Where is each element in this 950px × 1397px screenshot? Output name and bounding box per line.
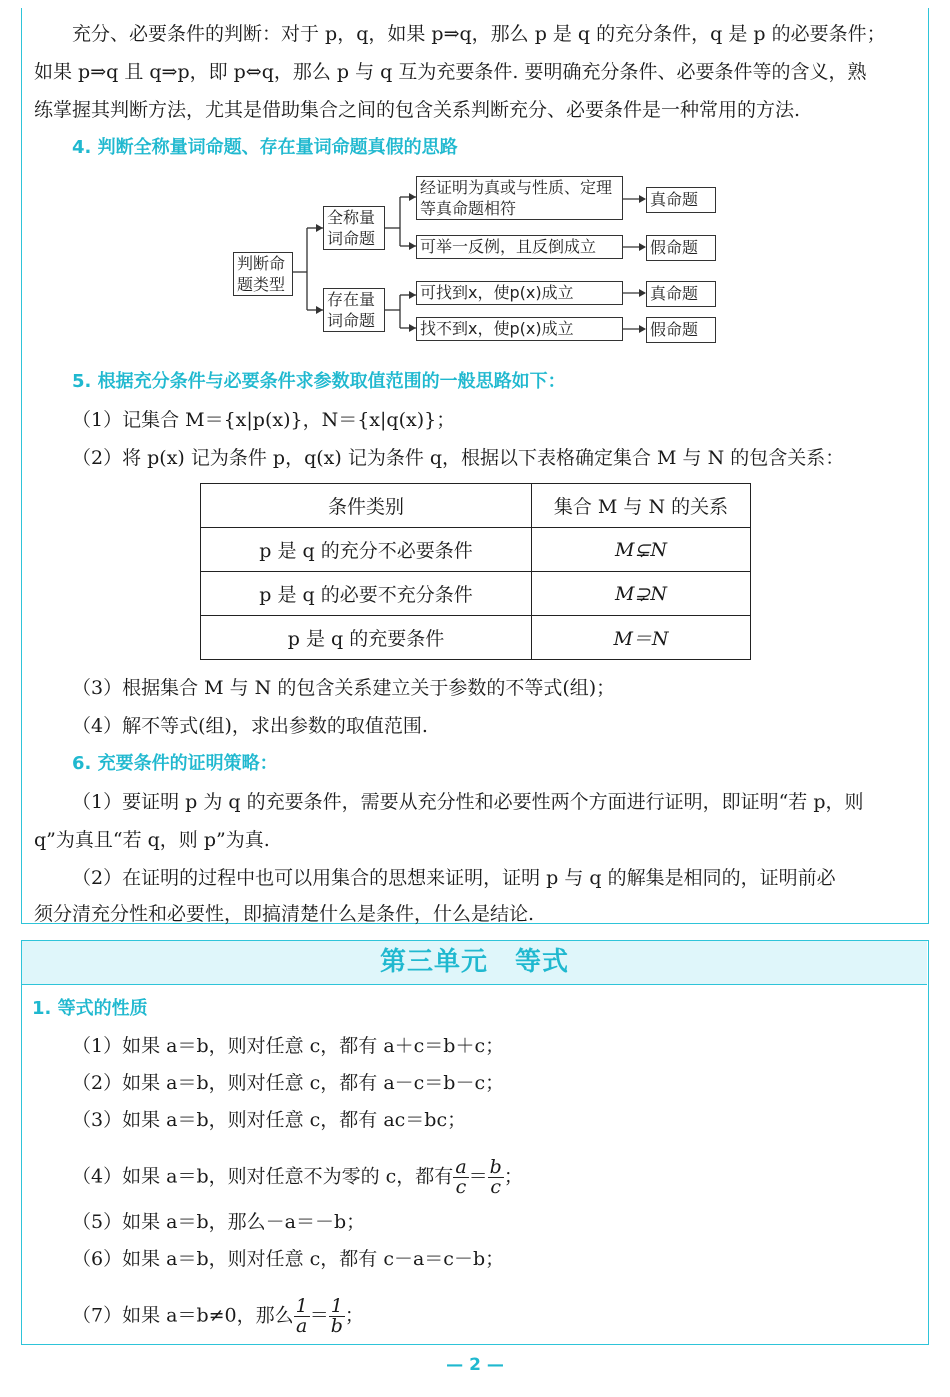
s6-heading: 6. 充要条件的证明策略： <box>72 753 278 774</box>
table-cell: M⊊N <box>532 528 751 572</box>
semicolon: ； <box>503 1165 523 1188</box>
fraction-b-over-c <box>488 1158 504 1197</box>
flow-result-true-2: 真命题 <box>646 281 716 307</box>
flow-universal-box: 全称量词命题 <box>323 206 385 250</box>
table-cell: p 是 q 的必要不充分条件 <box>201 572 532 616</box>
s3-line-1: 充分、必要条件的判断：对于 p，q，如果 p⇒q，那么 p 是 q 的充分条件，q 是 p 的必要条件； <box>72 23 886 45</box>
flow-existential-cond-false: 找不到x，使p(x)成立 <box>416 317 623 341</box>
equality-item-7 <box>72 1297 364 1336</box>
frac-denominator: c <box>490 1176 502 1198</box>
table-header-row <box>201 484 751 528</box>
flow-existential-cond-true: 可找到x，使p(x)成立 <box>416 281 623 305</box>
table-header-cell: 条件类别 <box>201 484 532 528</box>
s5-step-3: （3）根据集合 M 与 N 的包含关系建立关于参数的不等式(组)； <box>72 677 616 699</box>
equality-item-3: （3）如果 a＝b，则对任意 c，都有 ac＝bc； <box>72 1109 467 1131</box>
fraction-1-over-a <box>294 1297 310 1336</box>
table-cell: p 是 q 的充要条件 <box>201 616 532 660</box>
equals-sign: ＝ <box>468 1165 488 1188</box>
s3-line-2: 如果 p⇒q 且 q⇒p，即 p⇔q，那么 p 与 q 互为充要条件. 要明确充分条件、必要条件等的含义，熟 <box>34 61 867 83</box>
frac-numerator: a <box>455 1156 467 1178</box>
page-number: — 2 — <box>446 1355 504 1375</box>
flow-root-box: 判断命题类型 <box>233 252 293 296</box>
table-row <box>201 572 751 616</box>
fraction-a-over-c <box>453 1158 468 1197</box>
s3-line-3: 练掌握其判断方法，尤其是借助集合之间的包含关系判断充分、必要条件是一种常用的方法. <box>34 99 801 121</box>
equality-item-4 <box>72 1158 523 1197</box>
table-cell: p 是 q 的充分不必要条件 <box>201 528 532 572</box>
table-header-cell: 集合 M 与 N 的关系 <box>532 484 751 528</box>
equality-item-6: （6）如果 a＝b，则对任意 c，都有 c－a＝c－b； <box>72 1248 505 1270</box>
s5-step-2: （2）将 p(x) 记为条件 p，q(x) 记为条件 q，根据以下表格确定集合 M 与 N 的包含关系： <box>72 447 845 469</box>
condition-table <box>200 483 751 660</box>
s6-p2-line-2: 须分清充分性和必要性，即搞清楚什么是条件，什么是结论. <box>34 903 535 925</box>
frac-denominator: a <box>296 1315 308 1337</box>
item-7-text: （7）如果 a＝b≠0，那么 <box>72 1304 294 1327</box>
flow-result-false-1: 假命题 <box>646 235 716 261</box>
s4-heading: 4. 判断全称量词命题、存在量词命题真假的思路 <box>72 137 458 158</box>
s5-step-1: （1）记集合 M＝{x|p(x)}，N＝{x|q(x)}； <box>72 409 456 431</box>
frac-numerator: 1 <box>329 1297 345 1317</box>
section-box-unit3 <box>21 940 929 1345</box>
s6-p2-line-1: （2）在证明的过程中也可以用集合的思想来证明，证明 p 与 q 的解集是相同的，证明前必 <box>72 867 836 889</box>
unit3-sub-heading: 1. 等式的性质 <box>32 998 148 1019</box>
table-cell: M＝N <box>532 616 751 660</box>
table-row <box>201 616 751 660</box>
fraction-1-over-b <box>329 1297 345 1336</box>
frac-denominator: c <box>455 1176 467 1198</box>
item-4-text: （4）如果 a＝b，则对任意不为零的 c，都有 <box>72 1165 454 1188</box>
s5-heading: 5. 根据充分条件与必要条件求参数取值范围的一般思路如下： <box>72 371 566 392</box>
flow-result-true-1: 真命题 <box>646 187 716 213</box>
s6-p1-line-2: q”为真且“若 q，则 p”为真. <box>34 829 270 851</box>
semicolon: ； <box>344 1304 364 1327</box>
equals-sign: ＝ <box>309 1304 329 1327</box>
flow-existential-box: 存在量词命题 <box>323 288 385 332</box>
frac-numerator: b <box>489 1156 502 1178</box>
flow-result-false-2: 假命题 <box>646 317 716 343</box>
table-cell: M⊋N <box>532 572 751 616</box>
equality-item-2: （2）如果 a＝b，则对任意 c，都有 a－c＝b－c； <box>72 1072 505 1094</box>
flow-universal-cond-true: 经证明为真或与性质、定理等真命题相符 <box>416 176 623 220</box>
unit-title-banner: 第三单元 等式 <box>22 941 927 985</box>
s6-p1-line-1: （1）要证明 p 为 q 的充要条件，需要从充分性和必要性两个方面进行证明，即证明“若 p，则 <box>72 791 864 813</box>
equality-item-1: （1）如果 a＝b，则对任意 c，都有 a＋c＝b＋c； <box>72 1035 505 1057</box>
s5-step-4: （4）解不等式(组)，求出参数的取值范围. <box>72 715 428 737</box>
equality-item-5: （5）如果 a＝b，那么－a＝－b； <box>72 1211 366 1233</box>
frac-denominator: b <box>330 1315 343 1337</box>
table-row <box>201 528 751 572</box>
frac-numerator: 1 <box>295 1295 308 1317</box>
flow-universal-cond-false: 可举一反例，且反倒成立 <box>416 235 623 259</box>
